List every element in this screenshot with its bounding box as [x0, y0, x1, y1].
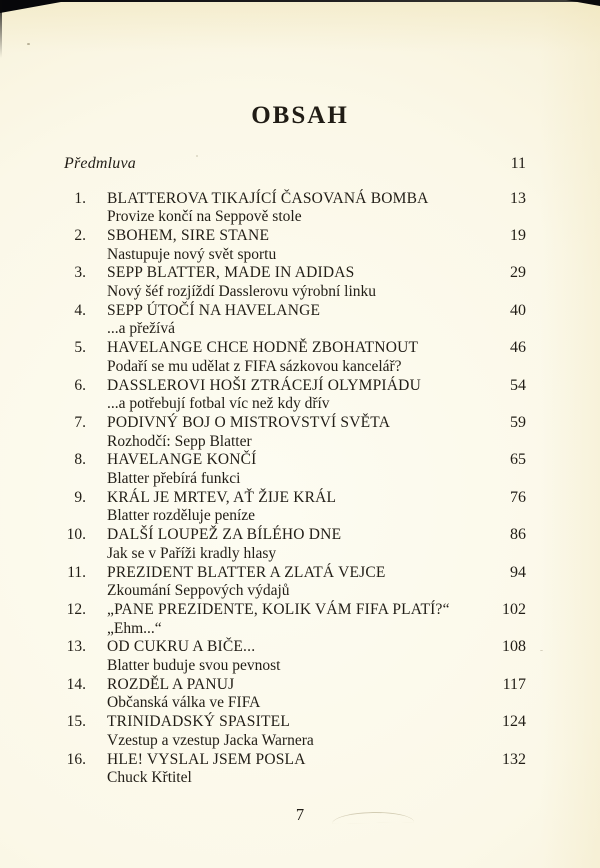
preface-label: Předmluva [64, 154, 137, 172]
toc-entry-title-row [64, 264, 526, 283]
entry-page-number: 132 [502, 750, 526, 768]
entry-number: 14. [66, 675, 86, 693]
entry-number-spacer [64, 732, 86, 751]
entry-subtitle: Zkoumání Seppových výdajů [107, 582, 290, 600]
toc-entry-title-row [64, 564, 526, 583]
entry-number-spacer [64, 283, 86, 302]
folio-page-number: 7 [295, 805, 305, 824]
entry-title: OD CUKRU A BIČE... [107, 638, 256, 656]
entry-subtitle: Blatter rozděluje peníze [107, 507, 256, 525]
entry-title: DASSLEROVI HOŠI ZTRÁCEJÍ OLYMPIÁDU [107, 376, 421, 394]
toc-entry-title-row [64, 377, 526, 396]
entry-number: 16. [66, 750, 86, 768]
entry-number-spacer [64, 545, 86, 564]
toc-entry-subtitle-row [64, 507, 526, 526]
entry-title: „PANE PREZIDENTE, KOLIK VÁM FIFA PLATÍ?“ [107, 600, 450, 618]
entry-page-spacer [480, 732, 526, 751]
entry-page-spacer [480, 507, 526, 526]
entry-number: 6. [74, 376, 86, 394]
entry-title: BLATTEROVA TIKAJÍCÍ ČASOVANÁ BOMBA [107, 189, 429, 207]
entry-number: 2. [74, 226, 86, 244]
entry-subtitle: Nový šéf rozjíždí Dasslerovu výrobní linku [107, 283, 377, 301]
entry-page-spacer [480, 395, 526, 414]
entry-page-spacer [480, 470, 526, 489]
table-of-contents [64, 154, 526, 789]
entry-title: PODIVNÝ BOJ O MISTROVSTVÍ SVĚTA [107, 413, 391, 431]
toc-entry-subtitle-row [64, 470, 526, 489]
entry-number: 12. [66, 600, 86, 618]
entry-number: 1. [74, 189, 86, 207]
entry-page-spacer [480, 769, 526, 788]
entry-title: PREZIDENT BLATTER A ZLATÁ VEJCE [107, 563, 386, 581]
entry-title: TRINIDADSKÝ SPASITEL [107, 713, 290, 731]
paper-speck [196, 155, 198, 157]
toc-entry-subtitle-row [64, 395, 526, 414]
toc-entry-subtitle-row [64, 433, 526, 452]
entry-subtitle: ...a přežívá [107, 320, 175, 338]
scan-edge-top [0, 0, 600, 2]
entry-subtitle: ...a potřebují fotbal víc než kdy dřív [107, 395, 330, 413]
entry-subtitle: Nastupuje nový svět sportu [107, 245, 277, 263]
entry-page-number: 46 [510, 339, 526, 357]
scan-edge-left [0, 0, 2, 58]
toc-entry-subtitle-row [64, 283, 526, 302]
toc-entries [64, 190, 526, 789]
entry-number-spacer [64, 246, 86, 265]
entry-page-spacer [480, 283, 526, 302]
entry-number-spacer [64, 694, 86, 713]
entry-subtitle: Podaří se mu udělat z FIFA sázkovou kancelář? [107, 357, 402, 375]
toc-entry-title-row [64, 526, 526, 545]
entry-page-spacer [480, 320, 526, 339]
entry-page-spacer [480, 694, 526, 713]
entry-page-number: 102 [502, 600, 526, 618]
toc-entry-title-row [64, 713, 526, 732]
toc-entry-subtitle-row [64, 620, 526, 639]
entry-page-number: 13 [510, 189, 526, 207]
entry-page-number: 124 [502, 713, 526, 731]
entry-title: SBOHEM, SIRE STANE [107, 226, 270, 244]
entry-number-spacer [64, 769, 86, 788]
toc-entry-title-row [64, 489, 526, 508]
entry-number: 8. [74, 451, 86, 469]
entry-number-spacer [64, 433, 86, 452]
toc-entry-subtitle-row [64, 545, 526, 564]
entry-page-number: 19 [510, 226, 526, 244]
paper-speck [27, 43, 30, 45]
entry-number: 11. [67, 563, 86, 581]
entry-number-spacer [64, 208, 86, 227]
entry-subtitle: Blatter buduje svou pevnost [107, 657, 281, 675]
paper-speck [540, 650, 543, 651]
toc-entry-title-row [64, 339, 526, 358]
entry-number: 5. [74, 339, 86, 357]
entry-subtitle: Rozhodčí: Sepp Blatter [107, 432, 252, 450]
entry-title: DALŠÍ LOUPEŽ ZA BÍLÉHO DNE [107, 526, 342, 544]
preface-page-number: 11 [510, 154, 526, 172]
entry-page-number: 54 [510, 376, 526, 394]
entry-number: 3. [74, 264, 86, 282]
entry-title: HAVELANGE KONČÍ [107, 451, 257, 469]
entry-number: 4. [74, 301, 86, 319]
entry-number-spacer [64, 657, 86, 676]
entry-number-spacer [64, 358, 86, 377]
toc-entry-title-row [64, 190, 526, 209]
entry-number-spacer [64, 507, 86, 526]
entry-title: HLE! VYSLAL JSEM POSLA [107, 750, 306, 768]
entry-page-number: 40 [510, 301, 526, 319]
toc-entry-title-row [64, 638, 526, 657]
toc-entry-subtitle-row [64, 769, 526, 788]
scan-edge-top-right [566, 0, 600, 6]
entry-subtitle: Provize končí na Seppově stole [107, 208, 302, 226]
toc-entry-subtitle-row [64, 246, 526, 265]
entry-page-number: 86 [510, 526, 526, 544]
entry-page-spacer [480, 545, 526, 564]
toc-entry-subtitle-row [64, 358, 526, 377]
entry-number: 10. [66, 526, 86, 544]
toc-entry-title-row [64, 601, 526, 620]
toc-entry-subtitle-row [64, 582, 526, 601]
entry-number: 7. [74, 413, 86, 431]
entry-page-number: 108 [502, 638, 526, 656]
toc-entry-title-row [64, 451, 526, 470]
entry-page-number: 59 [510, 413, 526, 431]
scan-edge-top-left [0, 0, 72, 13]
entry-title: SEPP ÚTOČÍ NA HAVELANGE [107, 301, 321, 319]
entry-page-spacer [480, 657, 526, 676]
toc-entry-title-row [64, 676, 526, 695]
toc-entry-title-row [64, 414, 526, 433]
entry-page-number: 117 [502, 675, 526, 693]
entry-number-spacer [64, 320, 86, 339]
entry-page-number: 65 [510, 451, 526, 469]
entry-title: SEPP BLATTER, MADE IN ADIDAS [107, 264, 355, 282]
entry-title: KRÁL JE MRTEV, AŤ ŽIJE KRÁL [107, 488, 337, 506]
toc-entry-subtitle-row [64, 657, 526, 676]
preface-row [64, 154, 526, 173]
toc-entry-title-row [64, 751, 526, 770]
entry-number-spacer [64, 395, 86, 414]
entry-page-number: 94 [510, 563, 526, 581]
toc-entry-subtitle-row [64, 208, 526, 227]
entry-page-spacer [480, 246, 526, 265]
entry-title: HAVELANGE CHCE HODNĚ ZBOHATNOUT [107, 339, 419, 357]
entry-number: 15. [66, 713, 86, 731]
entry-page-number: 29 [510, 264, 526, 282]
toc-entry-subtitle-row [64, 694, 526, 713]
toc-entry-subtitle-row [64, 732, 526, 751]
entry-subtitle: Vzestup a vzestup Jacka Warnera [107, 731, 314, 749]
entry-page-number: 76 [510, 488, 526, 506]
toc-entry-title-row [64, 302, 526, 321]
toc-entry-title-row [64, 227, 526, 246]
entry-subtitle: Občanská válka ve FIFA [107, 694, 261, 712]
entry-page-spacer [480, 358, 526, 377]
entry-page-spacer [480, 208, 526, 227]
entry-number-spacer [64, 582, 86, 601]
entry-page-spacer [480, 582, 526, 601]
entry-title: ROZDĚL A PANUJ [107, 675, 235, 693]
entry-number: 9. [74, 488, 86, 506]
entry-page-spacer [480, 433, 526, 452]
entry-subtitle: „Ehm...“ [107, 619, 162, 637]
entry-subtitle: Chuck Křtitel [107, 769, 192, 787]
entry-subtitle: Jak se v Paříži kradly hlasy [107, 544, 277, 562]
toc-entry-subtitle-row [64, 320, 526, 339]
entry-number: 13. [66, 638, 86, 656]
entry-subtitle: Blatter přebírá funkci [107, 470, 241, 488]
entry-page-spacer [480, 620, 526, 639]
page-title: OBSAH [251, 102, 349, 129]
entry-number-spacer [64, 620, 86, 639]
entry-number-spacer [64, 470, 86, 489]
